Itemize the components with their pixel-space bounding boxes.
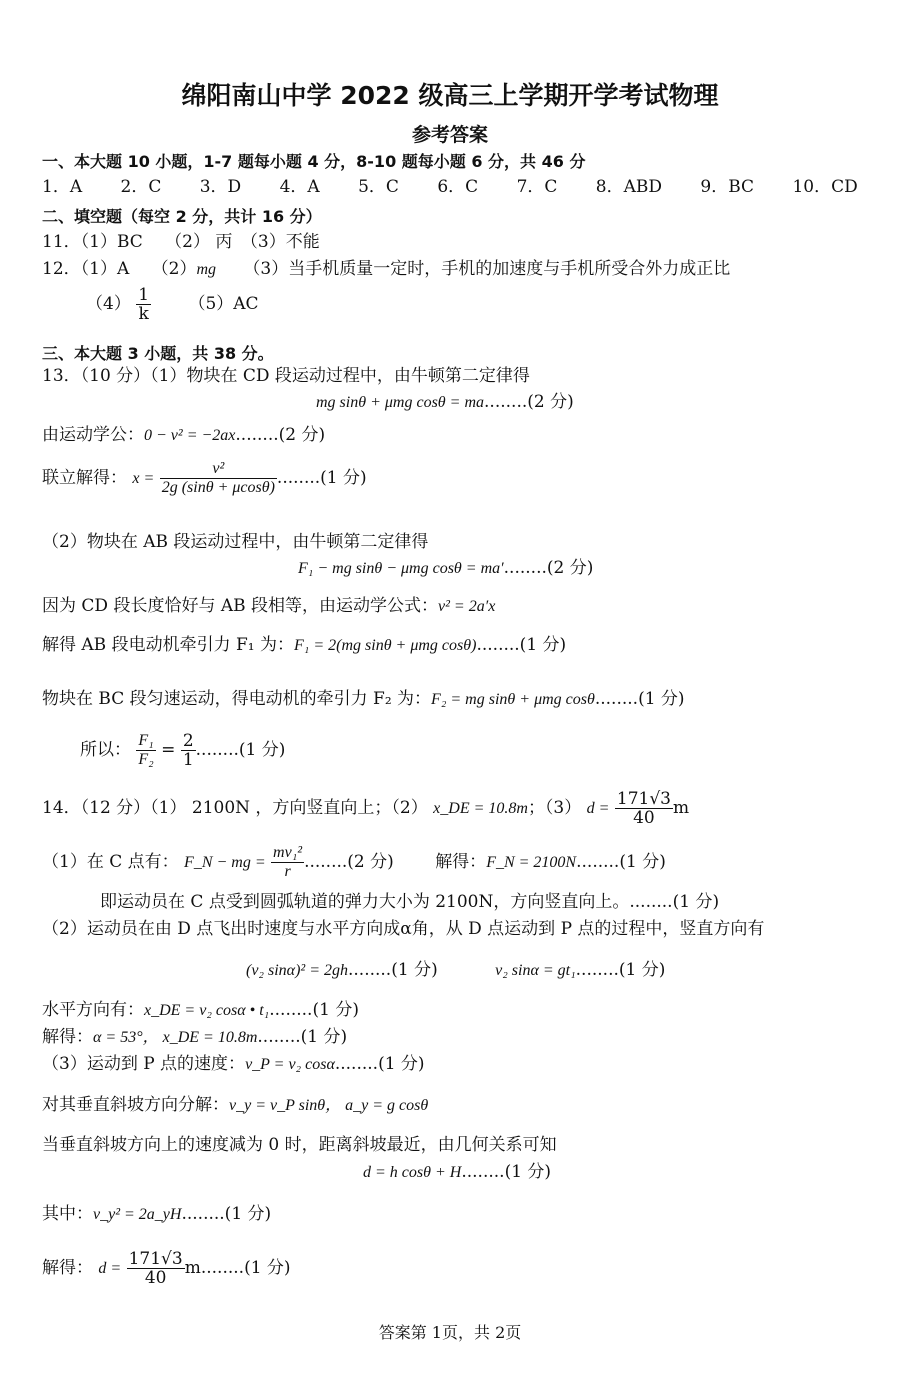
q12-part-a: 12．（1）A （2） [42, 259, 197, 279]
q14-eq13-fraction [127, 1250, 185, 1287]
q14-label-2b: 解得： [435, 852, 487, 872]
q14-eq2-den: r [284, 863, 291, 880]
q14-line-2 [42, 844, 666, 881]
q14-eq11: d = h cosθ + H [363, 1164, 462, 1181]
q14-label-2: （1）在 C 点有： [42, 852, 179, 872]
q13-label-6: 解得 AB 段电动机牵引力 F₁ 为： [42, 635, 294, 655]
q13-line-3 [42, 460, 367, 497]
q14-eq6: x_DE = v₂ cosα • t₁ [144, 1002, 270, 1019]
q14-eq-xde: x_DE = 10.8m [433, 800, 528, 817]
q14-label-8: （3）运动到 P 点的速度： [42, 1054, 246, 1074]
page-subtitle: 参考答案 [411, 124, 488, 146]
q14-eq13-lhs: d = [98, 1260, 122, 1277]
q14-eq2-lhs: F_N − mg = [184, 854, 266, 871]
q13-eq8-equals: = [161, 740, 176, 760]
q12-part-5: （5）AC [188, 294, 259, 314]
answer-3: 3．D [199, 177, 242, 197]
q13-eq8-den: F₂ [138, 751, 154, 768]
answer-8: 8．ABD [595, 177, 663, 197]
answer-4: 4．A [279, 177, 320, 197]
q13-line-8 [80, 732, 285, 769]
q14-eq9: v_y = v_P sinθ， a_y = g cosθ [229, 1097, 429, 1114]
q14-line-3: 即运动员在 C 点受到圆弧轨道的弹力大小为 2100N，方向竖直向上。........(1 分) [100, 892, 720, 912]
q14-eq13-unit: m [184, 1258, 201, 1278]
q13-score-2: ........(2 分) [235, 425, 326, 445]
q13-eq5: v² = 2a′x [438, 598, 496, 615]
q14-line-9 [42, 1094, 428, 1117]
q13-score-7: ........(1 分) [594, 689, 685, 709]
answer-9: 9．BC [700, 177, 755, 197]
q13-eq3-fraction [160, 460, 277, 497]
q14-line-7 [42, 1026, 347, 1049]
q13-score-3: ........(1 分) [276, 468, 367, 488]
q13-score-1: ........(2 分) [484, 392, 574, 412]
q13-eq6: F₁ = 2(mg sinθ + μmg cosθ) [294, 637, 477, 654]
section-2-heading: 二、填空题（每空 2 分，共计 16 分） [42, 207, 322, 226]
q13-eq2: 0 − v² = −2ax [144, 427, 236, 444]
q14-score-8: ........(1 分) [334, 1054, 425, 1074]
q13-eq7: F₂ = mg sinθ + μmg cosθ [431, 691, 595, 708]
q14-label-7: 解得： [42, 1027, 93, 1047]
page-title: 绵阳南山中学 2022 级高三上学期开学考试物理 [181, 81, 719, 110]
q11-answer: 11．（1）BC （2） 丙 （3）不能 [42, 232, 320, 252]
q14-label-13: 解得： [42, 1258, 93, 1278]
q14-score-5b: ........(1 分) [575, 960, 666, 980]
q14-eq-d-fraction [615, 790, 673, 827]
q13-eq3-num: v² [160, 460, 277, 479]
q14-label-mid: ；（3） [527, 798, 582, 818]
q13-eq1-line [316, 391, 574, 414]
q13-eq8-num: F₁ [138, 732, 154, 749]
q12-part-b: （3）当手机质量一定时，手机的加速度与手机所受合外力成正比 [243, 259, 731, 279]
q14-eq-d-den: 40 [633, 808, 655, 828]
q13-eq3-lhs: x = [132, 470, 155, 487]
answer-7: 7．C [516, 177, 558, 197]
q12-fraction [136, 286, 151, 323]
q12-frac-den: k [138, 304, 149, 324]
choice-answers [42, 176, 858, 198]
page-footer: 答案第 1页，共 2页 [378, 1323, 522, 1342]
q14-score-6: ........(1 分) [269, 1000, 359, 1020]
q13-score-4: ........(2 分) [503, 558, 594, 578]
q13-line-4: （2）物块在 AB 段运动过程中，由牛顿第二定律得 [42, 532, 429, 552]
q14-line-5 [246, 959, 665, 982]
q12-part-4: （4） [86, 294, 131, 314]
q13-eq8-fraction [136, 732, 155, 769]
q12-line-2 [86, 286, 259, 323]
q14-eq2-fraction [271, 844, 304, 881]
q13-label-2: 由运动学公： [42, 425, 144, 445]
q14-eq13-den: 40 [144, 1268, 167, 1288]
answer-1: 1．A [42, 177, 83, 197]
q14-eq13-num: 171√3 [128, 1249, 183, 1269]
q14-line-1 [42, 790, 689, 827]
q14-score-2: ........(2 分) [304, 852, 394, 872]
q13-eq8-ratio-den: 1 [182, 750, 194, 770]
q13-eq4-line [298, 557, 593, 580]
section-1-heading: 一、本大题 10 小题，1-7 题每小题 4 分，8-10 题每小题 6 分，共 46 分 [42, 152, 586, 171]
q13-eq8-ratio [181, 732, 196, 769]
answer-5: 5．C [358, 177, 399, 197]
q14-line-11 [363, 1161, 551, 1184]
section-3-heading: 三、本大题 3 小题，共 38 分。 [42, 344, 274, 363]
q13-eq3-den: 2g (sinθ + μcosθ) [161, 479, 275, 496]
q14-eq2b: F_N = 2100N [486, 854, 577, 871]
q14-label-1: 14．（12 分）（1） 2100N ，方向竖直向上；（2） [42, 798, 428, 818]
q14-eq5a: (v₂ sinα)² = 2gh [246, 962, 348, 979]
q14-line-10: 当垂直斜坡方向上的速度减为 0 时，距离斜坡最近，由几何关系可知 [42, 1135, 557, 1155]
q14-eq2-num: mv₁² [273, 844, 303, 861]
q14-eq12: v_y² = 2a_yH [93, 1206, 182, 1223]
q13-line-1: 13．（10 分）（1）物块在 CD 段运动过程中，由牛顿第二定律得 [42, 366, 530, 386]
q14-line-6 [42, 999, 359, 1022]
q13-label-3: 联立解得： [42, 468, 127, 488]
q14-eq8: v_P = v₂ cosα [245, 1056, 335, 1073]
q13-eq8-ratio-num: 2 [182, 731, 194, 751]
q14-line-8 [42, 1053, 425, 1076]
q13-eq1: mg sinθ + μmg cosθ = ma [316, 394, 485, 411]
q14-label-12: 其中： [42, 1204, 93, 1224]
q14-score-5a: ........(1 分) [347, 960, 438, 980]
q14-eq5b: v₂ sinα = gt₁ [495, 962, 576, 979]
q12-frac-num: 1 [138, 285, 150, 305]
q14-eq-d-lhs: d = [586, 800, 610, 817]
q14-eq7: α = 53°， x_DE = 10.8m [93, 1029, 258, 1046]
q13-line-7 [42, 688, 685, 711]
q13-label-8: 所以： [80, 740, 131, 760]
answer-10: 10．CD [792, 177, 858, 197]
q14-eq-d-unit: m [672, 798, 690, 818]
q12-mg: mg [196, 261, 217, 278]
q13-line-2 [42, 424, 325, 447]
q14-label-6: 水平方向有： [42, 1000, 144, 1020]
q13-score-8: ........(1 分) [195, 740, 286, 760]
q14-score-2b: ........(1 分) [576, 852, 666, 872]
q14-line-4: （2）运动员在由 D 点飞出时速度与水平方向成α角，从 D 点运动到 P 点的过程中，竖直方向有 [42, 919, 765, 939]
q14-score-11: ........(1 分) [461, 1162, 552, 1182]
answer-6: 6．C [437, 177, 479, 197]
q14-score-12: ........(1 分) [181, 1204, 272, 1224]
q14-score-13: ........(1 分) [200, 1258, 291, 1278]
q14-label-9: 对其垂直斜坡方向分解： [42, 1095, 229, 1115]
q14-line-12 [42, 1203, 271, 1226]
q13-line-6 [42, 634, 566, 657]
q14-line-13 [42, 1250, 291, 1287]
q13-label-5: 因为 CD 段长度恰好与 AB 段相等，由运动学公式： [42, 596, 439, 616]
answer-2: 2．C [120, 177, 162, 197]
q13-line-5 [42, 595, 495, 618]
q14-eq-d-num: 171√3 [616, 789, 671, 809]
q12-answer [42, 258, 730, 281]
q14-score-7: ........(1 分) [257, 1027, 348, 1047]
q13-label-7: 物块在 BC 段匀速运动，得电动机的牵引力 F₂ 为： [42, 689, 432, 709]
q13-eq4: F₁ − mg sinθ − μmg cosθ = ma′ [298, 560, 504, 577]
q13-score-6: ........(1 分) [476, 635, 567, 655]
